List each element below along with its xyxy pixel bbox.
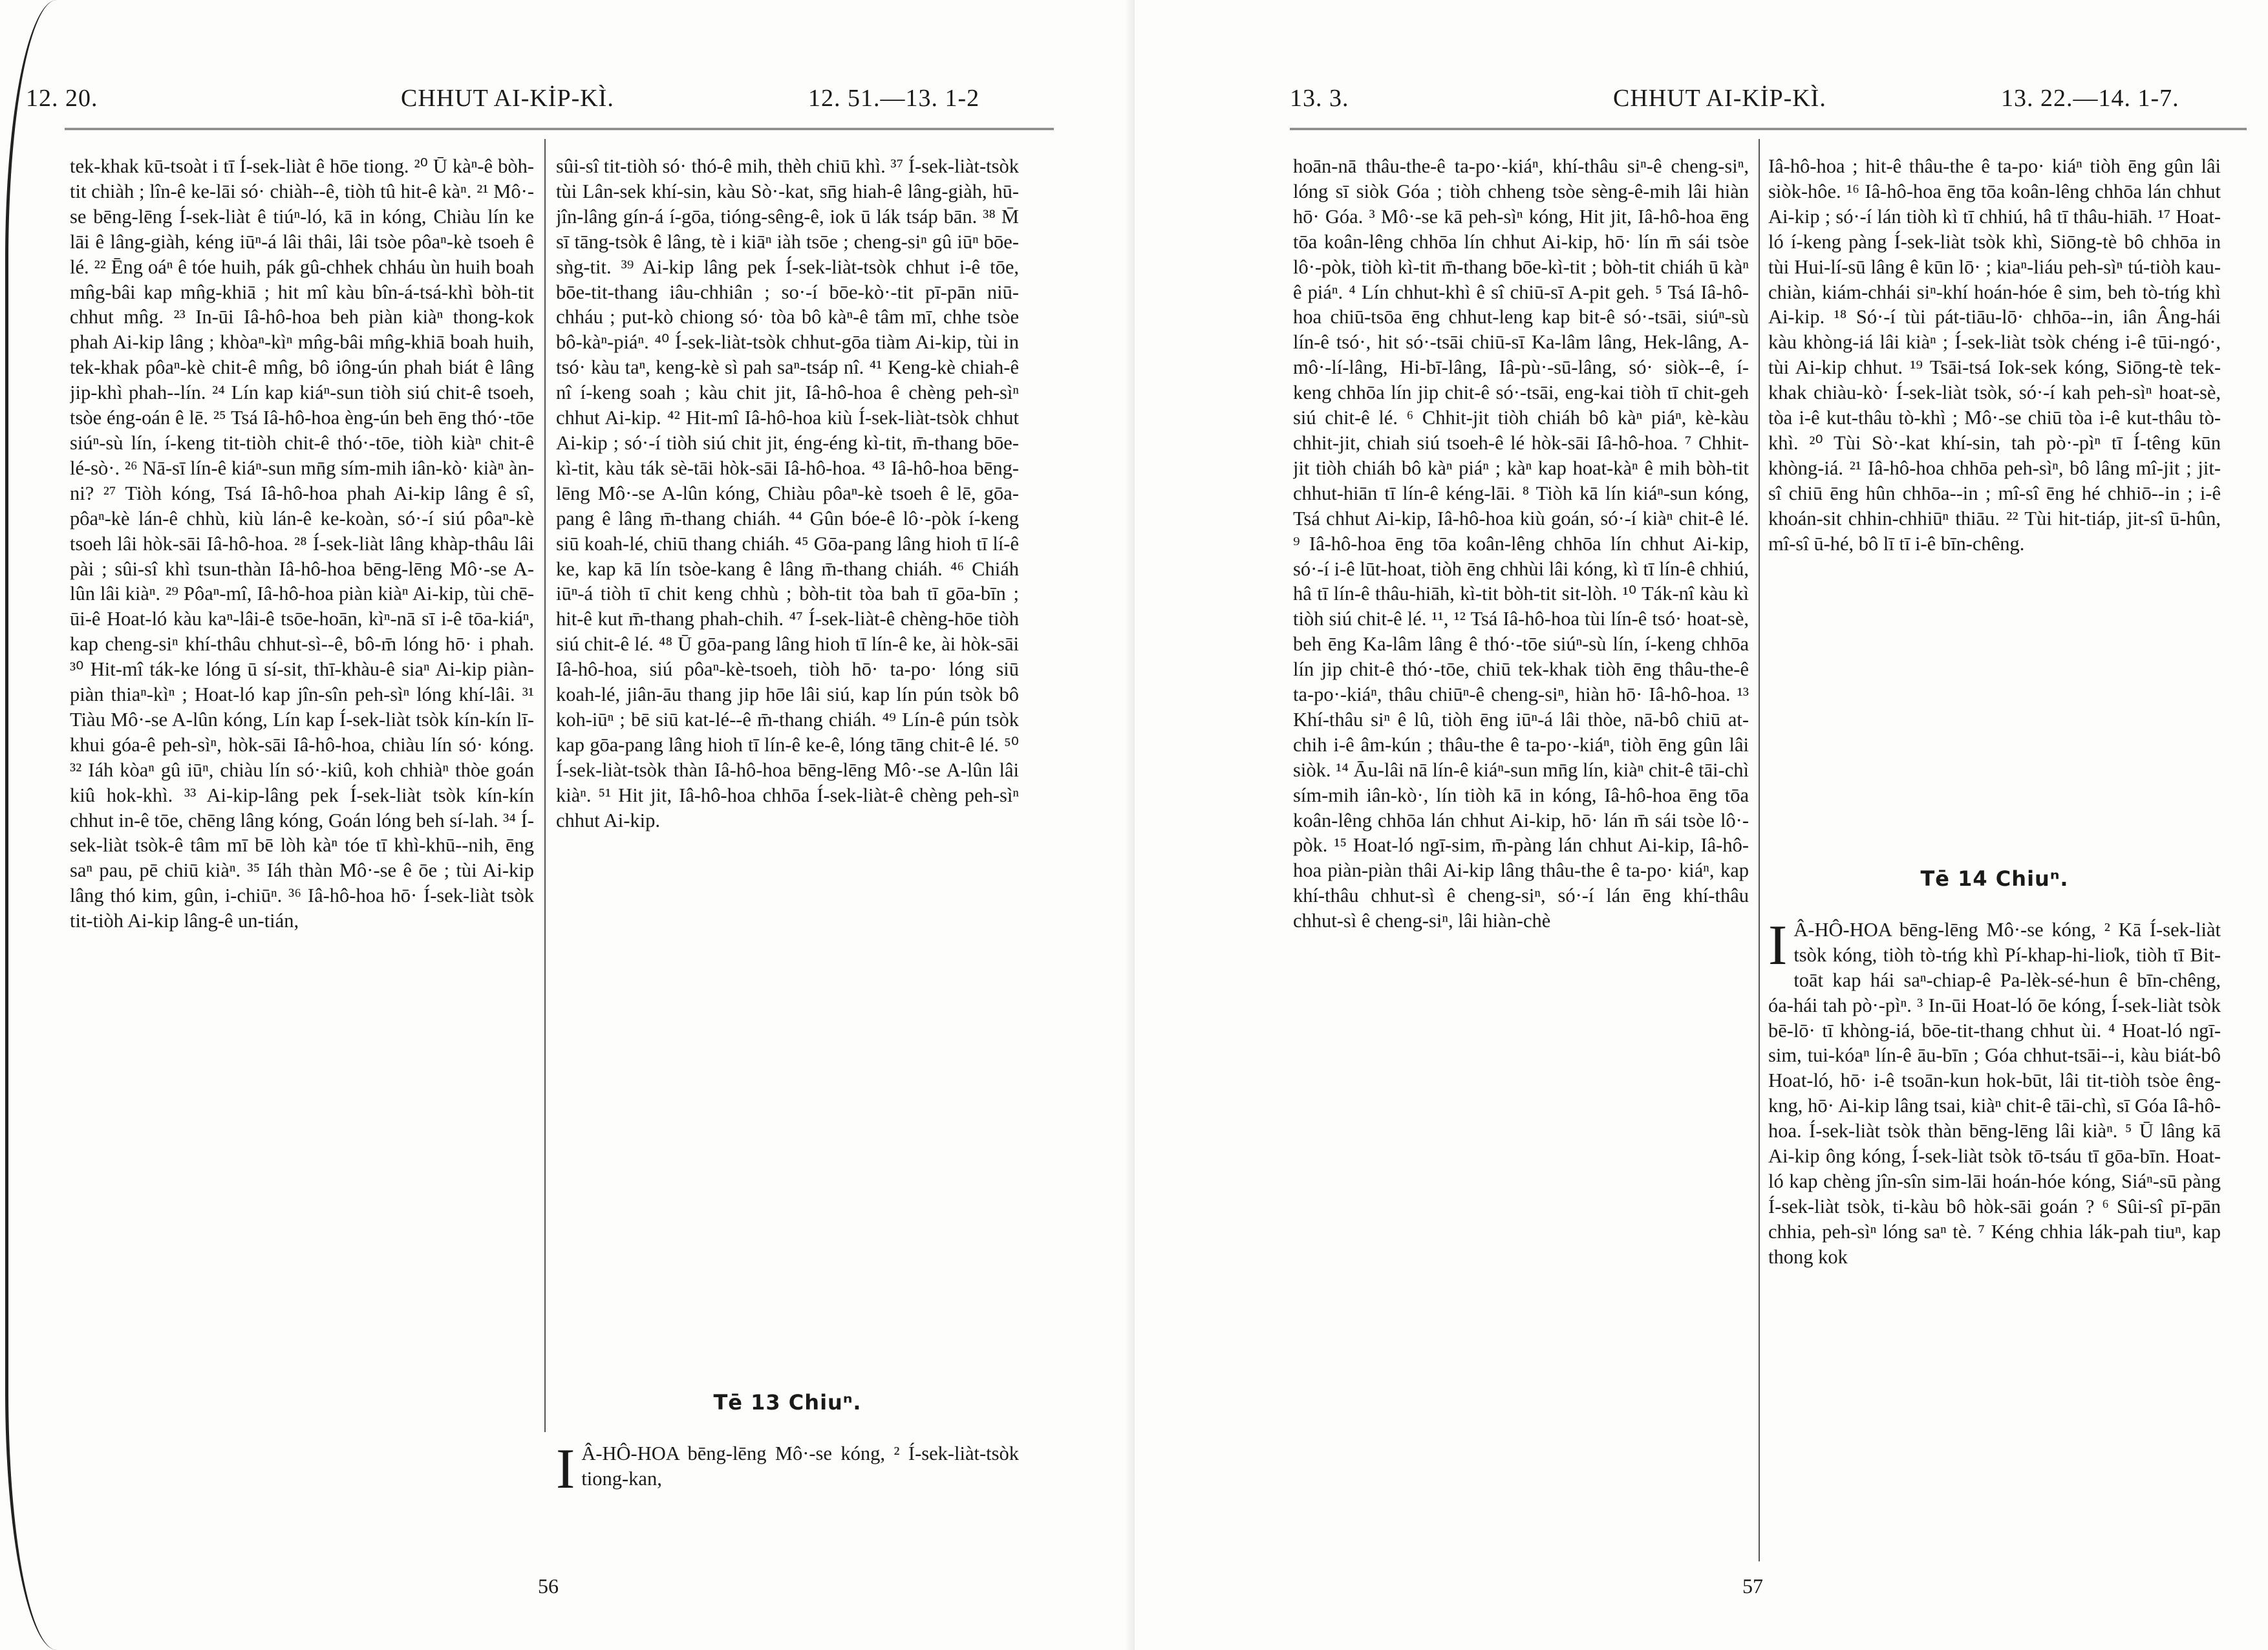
left-header-ref-end: 12. 51.—13. 1-2 [808,85,980,112]
right-header-title: CHHUT AI-KİP-KÌ. [1613,85,1826,112]
left-chapter-dropcap: I [556,1437,575,1501]
right-header-ref-start: 13. 3. [1290,85,1349,112]
left-page-header [26,84,1086,123]
right-chapter-opening: Â-HÔ-HOA bēng-lēng Mô·-se kóng, ² Kā Í-sek-liàt tsòk kóng, tiòh tò-tńg khì Pí-khap-hi-lio̍k, tiòh tī Bit-toāt kap hái saⁿ-chiap-ê Pa-lèk-sé-hun ê bīn-chêng, óa-hái tah pò·-pìⁿ. ³ In-ūi Hoat-ló ōe kóng, Í-sek-liàt tsòk bē-lō· tī khòng-iá, bōe-tit-thang chhut ùi. ⁴ Hoat-ló ngī-sim, tui-kóaⁿ lín-ê āu-bīn ; Góa chhut-tsāi--i, kàu biát-bô Hoat-ló, hō· i-ê tsoān-kun hok-būt, lâi tit-tiòh tsòe êng-kng, hō· Ai-kip lâng tsai, kiàⁿ chit-ê tāi-chì, sī Góa Iâ-hô-hoa. Í-sek-liàt tsòk thàn bēng-lēng lâi kiàⁿ. ⁵ Ū lâng kā Ai-kip ông kóng, Í-sek-liàt tsòk tō-tsáu tī gōa-bīn. Hoat-ló kap chèng jîn-sîn sim-lāi hoán-hóe kóng, Siáⁿ-sū pàng Í-sek-liàt tsòk, ti-kàu bô hòk-sāi goán ? ⁶ Sûi-sî pī-pān chhia, peh-sìⁿ lóng saⁿ tè. ⁷ Kéng chhia lák-pah tiuⁿ, kap thong kok [1768,918,2221,1268]
right-page-number: 57 [1742,1574,1763,1598]
right-column-1 [1293,154,1749,1563]
left-column-2-text: sûi-sî tit-tiòh só· thó-ê mih, thèh chiū khì. ³⁷ Í-sek-liàt-tsòk tùi Lân-sek khí-sin, kàu Sò·-kat, sn̄g hiah-ê lâng-giàh, hū-jîn-lâng gín-á í-gōa, tióng-sêng-ê, iok ū lák tsáp bān. ³⁸ M̄ sī tāng-tsòk ê lâng, tè i kiāⁿ iàh tsōe ; cheng-siⁿ gû iūⁿ bōe-sǹg-tit. ³⁹ Ai-kip lâng pek Í-sek-liàt-tsòk chhut i-ê tōe, bōe-tit-thang iâu-chhiân ; so·-í bōe-kò·-tit pī-pān niū-chháu ; put-kò chiong só· tòa bô kàⁿ-ê tâm mī, chhe tsòe bô-kàⁿ-piáⁿ. ⁴⁰ Í-sek-liàt-tsòk chhut-gōa tiàm Ai-kip, tùi in tsó· kàu taⁿ, keng-kè sì pah saⁿ-tsáp nî. ⁴¹ Keng-kè chiah-ê nî í-keng soah ; kàu chit jit, Iâ-hô-hoa ê chèng peh-sìⁿ chhut Ai-kip. ⁴² Hit-mî Iâ-hô-hoa kiù Í-sek-liàt-tsòk chhut Ai-kip ; só·-í tiòh siú chit jit, éng-éng kì-tit, m̄-thang bōe-kì-tit, kàu ták sè-tāi hòk-sāi Iâ-hô-hoa. ⁴³ Iâ-hô-hoa bēng-lēng Mô·-se A-lûn kóng, Chiàu pôaⁿ-kè tsoeh ê lē, gōa-pang ê lâng m̄-thang chiáh. ⁴⁴ Gûn bóe-ê lô·-pòk í-keng siū koah-lé, chiū thang chiáh. ⁴⁵ Gōa-pang lâng hioh tī lí-ê ke, kap kā lín tsòe-kang ê lâng m̄-thang chiáh. ⁴⁶ Chiáh iūⁿ-á tiòh tī chit keng chhù ; bòh-tit tòa bah tī gōa-bīn ; hit-ê kut m̄-thang phah-chih. ⁴⁷ Í-sek-liàt-ê chèng-hōe tiòh siú chit-ê lé. ⁴⁸ Ū gōa-pang lâng hioh tī lín-ê ke, ài hòk-sāi Iâ-hô-hoa, siú pôaⁿ-kè-tsoeh, tiòh hō· ta-po· lóng siū koah-lé, jiân-āu thang jip hōe lâi siú, kap lín pún tsòk bô koh-iūⁿ ; bē siū kat-lé--ê m̄-thang chiáh. ⁴⁹ Lín-ê pún tsòk kap gōa-pang lâng hioh tī lín-ê ke-ê, lóng tāng chit-ê lé. ⁵⁰ Í-sek-liàt-tsòk thàn Iâ-hô-hoa bēng-lēng Mô·-se A-lûn lâi kiàⁿ. ⁵¹ Hit jit, Iâ-hô-hoa chhōa Í-sek-liàt-ê chèng peh-sìⁿ chhut Ai-kip. [556,155,1019,831]
left-column-1 [70,154,534,1428]
book-edge [5,0,60,1650]
left-header-title: CHHUT AI-KİP-KÌ. [401,85,614,112]
right-column-2-text: Iâ-hô-hoa ; hit-ê thâu-the ê ta-po· kiáⁿ tiòh ēng gûn lâi siòk-hôe. ¹⁶ Iâ-hô-hoa ēng tōa koân-lêng chhōa lán chhut Ai-kip ; só·-í lán tiòh kì tī chhiú, hâ tī thâu-hiāh. ¹⁷ Hoat-ló í-keng pàng Í-sek-liàt tsòk khì, Siōng-tè bô chhōa in tùi Hui-lí-sū lâng ê kūn lō· ; kiaⁿ-liáu peh-sìⁿ tú-tiòh kau-chiàn, kiám-chhái siⁿ-khí hoán-hóe ê sim, beh tò-tńg khì Ai-kip. ¹⁸ Só·-í tùi pát-tiāu-lō· chhōa--in, iân Âng-hái kàu khòng-iá lâi kiàⁿ ; Í-sek-liàt tsòk chéng i-ê tūi-ngó·, tùi Ai-kip chhut. ¹⁹ Tsāi-tsá Iok-sek kóng, Siōng-tè tek-khak chiàu-kò· Í-sek-liàt tsòk, só·-í kah peh-sìⁿ hoat-sè, tòa i-ê kut-thâu tò-khì ; Mô·-se chiū tòa i-ê kut-thâu tò-khì. ²⁰ Tùi Sò·-kat khí-sin, tah pò·-pìⁿ tī Í-têng kūn khòng-iá. ²¹ Iâ-hô-hoa chhōa peh-sìⁿ, bô lâng mî-jit ; jit-sî chiū ēng hûn chhōa--in ; mî-sî ēng hé chhiō--in ; i-ê khoán-sit chhin-chhiūⁿ thiāu. ²² Tùi hit-tiáp, jit-sî ū-hûn, mî-sî ū-hé, bô lī tī i-ê bīn-chêng. [1768,155,2221,555]
left-chapter-title: Tē 13 Chiuⁿ. [713,1390,862,1415]
right-chapter-title: Tē 14 Chiuⁿ. [1920,866,2069,891]
right-column-rule [1759,139,1760,1561]
left-chapter-block [556,1390,1019,1558]
right-chapter-block [1768,866,2221,1565]
left-header-rule [65,128,1054,130]
right-header-rule [1290,128,2247,130]
left-header-ref-start: 12. 20. [26,85,98,112]
left-column-2 [556,154,1019,1447]
right-column-1-text: hoān-nā thâu-the-ê ta-po·-kiáⁿ, khí-thâu siⁿ-ê cheng-siⁿ, lóng sī siòk Góa ; tiòh chheng tsòe sèng-ê-mih lâi hiàn hō· Góa. ³ Mô·-se kā peh-sìⁿ kóng, Hit jit, Iâ-hô-hoa ēng tōa koân-lêng chhōa lín chhut Ai-kip, hō· lín m̄ sái tsòe lô·-pòk, tiòh kì-tit m̄-thang bōe-kì-tit ; bòh-tit chiáh ū kàⁿ ê piáⁿ. ⁴ Lín chhut-khì ê sî chiū-sī A-pit geh. ⁵ Tsá Iâ-hô-hoa chiū-tsōa ēng chhut-leng kap bit-ê só·-tsāi, siúⁿ-sù lín-ê tsó·, hit só·-tsāi chiū-sī Ka-lâm lâng, Hek-lâng, A-mô·-lí-lâng, Hi-bī-lâng, Iâ-pù·-sū-lâng, só· siòk--ê, í-keng chhōa lín jip chit-ê só·-tsāi, eng-kai tiòh tī chit-geh siú chit-ê lé. ⁶ Chhit-jit tiòh chiáh bô kàⁿ piáⁿ, kè-kàu chhit-jit, chiah siú tsoeh-ê lé hòk-sāi Iâ-hô-hoa. ⁷ Chhit-jit tiòh chiáh bô kàⁿ piáⁿ ; kàⁿ kap hoat-kàⁿ ê mih bòh-tit chhut-hiān tī lín-ê kéng-lāi. ⁸ Tiòh kā lín kiáⁿ-sun kóng, Tsá chhut Ai-kip, Iâ-hô-hoa kiù goán, só·-í kiàⁿ chit-ê lé. ⁹ Iâ-hô-hoa ēng tōa koân-lêng chhōa lín chhut Ai-kip, só·-í i-ê lūt-hoat, tiòh ēng chhùi lâi kóng, kì tī lín-ê chhiú, hâ tī lín-ê thâu-hiāh, kì-tit bòh-tit sit-lòh. ¹⁰ Ták-nî kàu kì tiòh siú chit-ê lé. ¹¹, ¹² Tsá Iâ-hô-hoa tùi lín-ê tsó· hoat-sè, beh ēng Ka-lâm lâng ê thó·-tōe siúⁿ-sù lín, í-keng chhōa lín jip chit-ê thó·-tōe, chiū tek-khak tiòh ēng thâu-the-ê ta-po·-kiáⁿ, thâu chiūⁿ-ê cheng-siⁿ, hiàn hō· Iâ-hô-hoa. ¹³ Khí-thâu siⁿ ê lû, tiòh ēng iūⁿ-á lâi thòe, nā-bô chiū at-chih i-ê âm-kún ; thâu-the ê ta-po·-kiáⁿ, tiòh ēng gûn lâi siòk. ¹⁴ Āu-lâi nā lín-ê kiáⁿ-sun mn̄g lín, kiàⁿ chit-ê tāi-chì sím-mih iân-kò·, lín tiòh kā in kóng, Iâ-hô-hoa ēng tōa koân-lêng chhōa lán chhut Ai-kip, hō· lán m̄ sái tsòe lô·-pòk. ¹⁵ Hoat-ló ngī-sim, m̄-pàng lán chhut Ai-kip, Iâ-hô-hoa piàn-piàn thâi Ai-kip lâng thâu-the ê ta-po· kiáⁿ, kap khí-thâu chhut-sì ê cheng-siⁿ, só·-í lán ēng khí-thâu chhut-sì ê cheng-siⁿ, lâi hiàn-chè [1293,155,1749,932]
left-chapter-opening: Â-HÔ-HOA bēng-lēng Mô·-se kóng, ² Í-sek-liàt-tsòk tiong-kan, [581,1442,1019,1490]
right-page [1135,0,2268,1650]
left-page-number: 56 [538,1574,559,1598]
right-header-ref-end: 13. 22.—14. 1-7. [2001,85,2179,112]
left-column-1-text: tek-khak kū-tsoàt i tī Í-sek-liàt ê hōe tiong. ²⁰ Ū kàⁿ-ê bòh-tit chiàh ; lîn-ê ke-lāi só· chiàh--ê, tiòh tû hit-ê kàⁿ. ²¹ Mô·-se bēng-lēng Í-sek-liàt ê tiúⁿ-ló, kā in kóng, Chiàu lín ke lāi ê lâng-giàh, kéng iūⁿ-á lâi thâi, lâi tsòe pôaⁿ-kè tsoeh ê lé. ²² Ēng oáⁿ ê tóe huih, pák gû-chhek chháu ùn huih boah mn̂g-bâi kap mn̂g-khiā ; hit mî kàu bîn-á-tsá-khì bòh-tit chhut mn̂g. ²³ In-ūi Iâ-hô-hoa beh piàn kiàⁿ thong-kok phah Ai-kip lâng ; khòaⁿ-kìⁿ mn̂g-bâi mn̂g-khiā boah huih, tek-khak pôaⁿ-kè chit-ê mn̂g, bô iông-ún phah biát ê lâng jip-khì phah--lín. ²⁴ Lín kap kiáⁿ-sun tiòh siú chit-ê tsoeh, tsòe éng-oán ê lē. ²⁵ Tsá Iâ-hô-hoa èng-ún beh ēng thó·-tōe siúⁿ-sù lín, í-keng tit-tiòh chit-ê thó·-tōe, tiòh kiàⁿ chit-ê lé-sò·. ²⁶ Nā-sī lín-ê kiáⁿ-sun mn̄g sím-mih iân-kò· kiàⁿ àn-ni? ²⁷ Tiòh kóng, Tsá Iâ-hô-hoa phah Ai-kip lâng ê sî, pôaⁿ-kè lán-ê chhù, kiù lán-ê ke-koàn, só·-í siú pôaⁿ-kè tsoeh lâi hòk-sāi Iâ-hô-hoa. ²⁸ Í-sek-liàt lâng khàp-thâu lâi pài ; sûi-sî khì tsun-thàn Iâ-hô-hoa bēng-lēng Mô·-se A-lûn lâi kiàⁿ. ²⁹ Pôaⁿ-mî, Iâ-hô-hoa piàn kiàⁿ Ai-kip, tùi chē-ūi-ê Hoat-ló kàu kaⁿ-lâi-ê tsōe-hoān, kìⁿ-nā sī i-ê tōa-kiáⁿ, kap cheng-siⁿ khí-thâu chhut-sì--ê, bô-m̄ lóng hō· i phah. ³⁰ Hit-mî ták-ke lóng ū sí-sit, thī-khàu-ê siaⁿ Ai-kip piàn-piàn thiaⁿ-kìⁿ ; Hoat-ló kap jîn-sîn peh-sìⁿ lóng khí-lâi. ³¹ Tiàu Mô·-se A-lûn kóng, Lín kap Í-sek-liàt tsòk kín-kín lī-khui góa-ê peh-sìⁿ, hòk-sāi Iâ-hô-hoa, chiàu lín só· kóng. ³² Iáh kòaⁿ gû iūⁿ, chiàu lín só·-kiû, koh chhiàⁿ thòe goán kiû hok-khì. ³³ Ai-kip-lâng pek Í-sek-liàt tsòk kín-kín chhut in-ê tōe, chēng lâng kóng, Goán lóng beh sí-lah. ³⁴ Í-sek-liàt tsòk-ê tâm mī bē lòh kàⁿ tóe tī khì-khū--nih, ēng saⁿ pau, pē chiū kiàⁿ. ³⁵ Iáh thàn Mô·-se ê ōe ; tùi Ai-kip lâng thó kim, gûn, i-chiūⁿ. ³⁶ Iâ-hô-hoa hō· Í-sek-liàt tsòk tit-tiòh Ai-kip lâng-ê un-tián, [70,155,534,932]
left-column-rule [544,139,546,1432]
right-column-2 [1768,154,2221,852]
right-page-header [1290,84,2253,123]
right-chapter-dropcap: I [1768,914,1788,977]
